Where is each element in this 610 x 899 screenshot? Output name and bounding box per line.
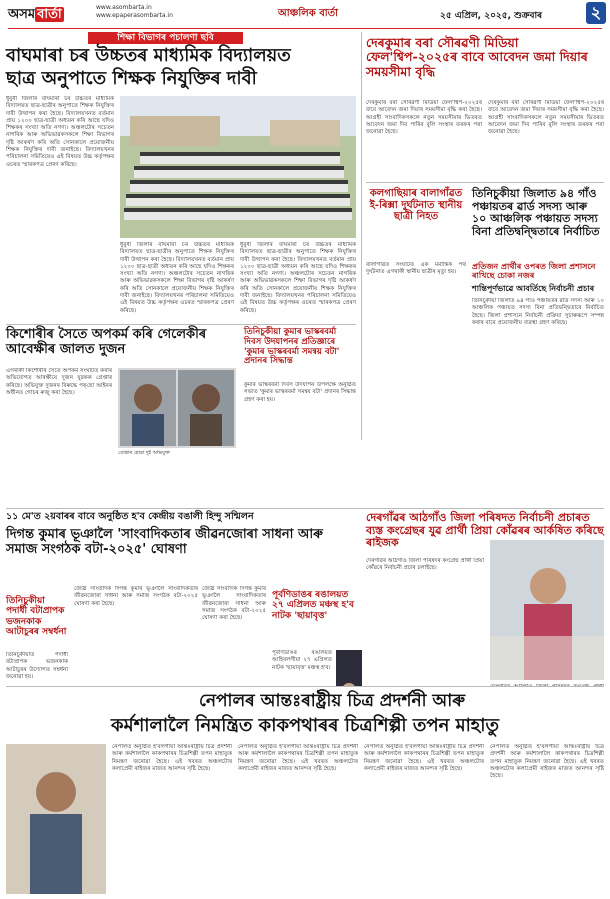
website-urls — [96, 4, 173, 20]
article6-body: তিনিচুকীয়া জিলাত ৯৪ গাঁও পঞ্চায়তৰ ৱাৰ্ড সদস্য আৰু ১০ আঞ্চলিক পঞ্চায়ত সদস্য বিনা প্ৰতিদ্বন্দ্বিতাৰে নিৰ্বাচিত হৈছে। জিলা প্ৰশাসনে নিৰ্বাচনী প্ৰক্ৰিয়া সুচাৰুৰূপে সম্পন্ন কৰাৰ বাবে প্ৰয়োজনীয় ব্যৱস্থা গ্ৰহণ কৰিছে। — [472, 298, 604, 326]
article9-headline: পূৰ্বণিডাঙৰ ৰঙালয়ত ২৭ এপ্ৰিলত মঞ্চস্থ হ'ব নাটক 'ছায়াবৃত্ত' — [272, 590, 355, 621]
page-number: ২ — [586, 2, 606, 24]
article8-body-col2: জ্যেষ্ঠ সাংবাদিক দিগন্ত কুমাৰ ভূঞালৈ সাংবাদিকতাৰ জীৱনজোৰা সাধনা আৰু সমাজ সংগঠক বটা-২০২৫ ঘোষণা কৰা হৈছে। — [202, 586, 266, 622]
article10-photo — [490, 540, 604, 680]
column-divider — [361, 32, 362, 440]
article12-body-col2: নেপালত অনুষ্ঠিত হ'বলগীয়া আন্তঃৰাষ্ট্ৰীয় চিত্ৰ প্ৰদৰ্শনী আৰু কৰ্মশালালৈ কাকপথাৰৰ চিত্ৰশিল্পী তপন মাহাতুক নিমন্ত্ৰণ জনোৱা হৈছে। এই খবৰত অঞ্চলটোৰ কলাপ্ৰেমী ৰাইজৰ মাজত আনন্দৰ সৃষ্টি হৈছে। — [238, 744, 358, 772]
article5-headline: কলগাছিয়াৰ বালাগাঁৱত ই-ৰিক্সা দুৰ্ঘটনাত স্থানীয় ছাত্ৰী নিহত — [369, 188, 463, 222]
article6-headline: তিনিচুকীয়া জিলাত ৯৪ গাঁও পঞ্চায়তৰ ৱাৰ্ড সদস্য আৰু ১০ আঞ্চলিক পঞ্চায়ত সদস্য বিনা প্ৰতিদ্বন্দ্বিতাৰে নিৰ্বাচিত — [472, 187, 600, 238]
article10-headline: দেৰগাঁৱৰ আঠগাঁও জিলা পৰিষদত নিৰ্বাচনী প্ৰচাৰত ব্যস্ত কংগ্ৰেছৰ যুৱ প্ৰাৰ্থী প্ৰিয়া কোঁৱৰৰ আৰ্কষিত কৰিছে ৰাইজক — [366, 511, 604, 550]
article9-body: পূৰ্বণিডাঙৰ ৰঙালয়ত আহিবলগীয়া ২৭ এপ্ৰিলত নাটক 'ছায়াবৃত্ত' মঞ্চস্থ হ'ব। — [272, 650, 332, 671]
article10-body: দেৰগাঁৱৰ আঠগাঁও জিলা পৰিষদৰ কংগ্ৰেছ প্ৰাৰ্থী প্ৰিয়া কোঁৱৰে নিৰ্বাচনী প্ৰচাৰ চলাইছে। — [366, 558, 484, 572]
section-divider — [6, 508, 604, 509]
article1-headline-1: বাঘমাৰা চৰ উচ্চতৰ মাধ্যমিক বিদ্যালয়ত — [6, 45, 291, 66]
article1-kicker: শিক্ষা বিভাগৰ পচালণা ছবি — [88, 32, 243, 44]
section-divider — [6, 324, 356, 325]
article1-headline-2: ছাত্ৰ অনুপাতে শিক্ষক নিযুক্তিৰ দাবী — [6, 68, 257, 89]
article11-body: তিনিচুকীয়াত পদাৰ্ধী বটাপ্ৰাপক ভজনকাক আটাচুৰৰ উদ্যোগত সম্বৰ্ধনা জনোৱা হয়। — [6, 652, 68, 680]
article5-body: বালাগাঁৱত সংঘটিত এক মৰ্মান্তিক পথ দুৰ্ঘটনাত এগৰাকী স্থানীয় ছাত্ৰীৰ মৃত্যু হয়। — [366, 262, 466, 276]
artist-portrait-photo — [6, 744, 106, 894]
masthead — [0, 0, 610, 30]
logo-part-b: বাৰ্তা — [37, 7, 62, 22]
article12-photo — [6, 744, 106, 894]
article3-body: এগৰাকী কিশোৰীৰ সৈতে অপকৰ্ম সংঘটিত কৰাৰ অভিযোগত আৰক্ষীয়ে দুজন যুৱকক গ্ৰেপ্তাৰ কৰিছে। অভিযুক্ত দুজনৰ বিৰুদ্ধে পক্‌ছো আইনৰ অধীনত গোচৰ ৰুজু কৰা হৈছে। — [6, 368, 112, 396]
website-url[interactable]: www.asombarta.in — [96, 4, 152, 11]
article12-headline-2: কৰ্মশালালৈ নিমন্ত্ৰিত কাকপথাৰৰ চিত্ৰশিল্পী তপন মাহাতু — [111, 715, 499, 736]
masthead-rule — [8, 28, 602, 29]
article8-headline: দিগন্ত কুমাৰ ভূঞালৈ 'সাংবাদিকতাৰ জীৱনজোৰা সাধনা আৰু সমাজ সংগঠক বটা-২০২৫' ঘোষণা — [6, 527, 323, 557]
candidate-campaign-photo — [490, 540, 604, 680]
article6-subhead: প্ৰতিজন প্ৰাৰ্থীৰ ওপৰত জিলা প্ৰশাসনে ৰাখিছে চোকা নজৰ — [472, 262, 596, 281]
article1-body-col1: ধুবুৰী জিলাৰ বাঘমাৰা চৰ উচ্চতৰ মাধ্যমিক বিদ্যালয়ত ছাত্ৰ-ছাত্ৰীৰ অনুপাতে শিক্ষক নিযুক্তিৰ দাবী উত্থাপন কৰা হৈছে। বিদ্যালয়খনত বৰ্তমান প্ৰায় ১২০০ ছাত্ৰ-ছাত্ৰী অধ্যয়ন কৰি আছে যদিও শিক্ষকৰ সংখ্যা অতি নগণ্য। অঞ্চলটোৰ সচেতন নাগৰিক আৰু অভিভাৱকসকলে শিক্ষা বিভাগৰ দৃষ্টি আকৰ্ষণ কৰি অতি সোনকালে প্ৰয়োজনীয় শিক্ষক নিযুক্তিৰ দাবী জনাইছে। বিদ্যালয়খনৰ পৰিচালনা সমিতিয়েও এই বিষয়ত উচ্চ কৰ্তৃপক্ষৰ ওচৰত স্মাৰকপত্ৰ প্ৰেৰণ কৰিছে। — [6, 96, 114, 168]
issue-date: ২৫ এপ্ৰিল, ২০২৫, শুক্ৰবাৰ — [440, 11, 543, 21]
section-title: আঞ্চলিক বাৰ্তা — [278, 8, 339, 19]
article1-body-col2: ধুবুৰী জিলাৰ বাঘমাৰা চৰ উচ্চতৰ মাধ্যমিক বিদ্যালয়ত ছাত্ৰ-ছাত্ৰীৰ অনুপাতে শিক্ষক নিযুক্তিৰ দাবী উত্থাপন কৰা হৈছে। বিদ্যালয়খনত বৰ্তমান প্ৰায় ১২০০ ছাত্ৰ-ছাত্ৰী অধ্যয়ন কৰি আছে যদিও শিক্ষকৰ সংখ্যা অতি নগণ্য। অঞ্চলটোৰ সচেতন নাগৰিক আৰু অভিভাৱকসকলে শিক্ষা বিভাগৰ দৃষ্টি আকৰ্ষণ কৰি অতি সোনকালে প্ৰয়োজনীয় শিক্ষক নিযুক্তিৰ দাবী জনাইছে। বিদ্যালয়খনৰ পৰিচালনা সমিতিয়েও এই বিষয়ত উচ্চ কৰ্তৃপক্ষৰ ওচৰত স্মাৰকপত্ৰ প্ৰেৰণ কৰিছে। — [120, 242, 234, 314]
article11-headline: তিনিচুকীয়া পদাৰ্ধী বটাপ্ৰাপক ভজনকাক আটাচুৰৰ সম্বৰ্ধনা — [6, 596, 67, 638]
article12 — [0, 686, 610, 899]
accused-persons-photo — [118, 368, 236, 448]
epaper-url[interactable]: www.epaperasombarta.in — [96, 12, 173, 19]
logo-part-a: অসম — [8, 7, 36, 22]
school-assembly-photo — [120, 96, 356, 238]
article7-headline: ১১ মে'ত ২য়বাৰৰ বাবে অনুষ্ঠিত হ'ব কেন্দ্ৰীয় বঙালী হিন্দু সন্মিলন — [6, 511, 254, 522]
article2-body-col1: দেৰকুমাৰ বৰা সৌৰৱণী মিডিয়া ফেল'শ্বিপ-২০২৫ৰ বাবে আবেদন জমা দিয়াৰ সময়সীমা বৃদ্ধি কৰা হৈছে। আগ্ৰহী সাংবাদিকসকলে নতুন সময়সীমাৰ ভিতৰত আবেদন জমা দিব পাৰিব বুলি সংস্থাৰ তৰফৰ পৰা জনোৱা হৈছে। — [366, 100, 482, 136]
article2-body-col2: দেৰকুমাৰ বৰা সৌৰৱণী মিডিয়া ফেল'শ্বিপ-২০২৫ৰ বাবে আবেদন জমা দিয়াৰ সময়সীমা বৃদ্ধি কৰা হৈছে। আগ্ৰহী সাংবাদিকসকলে নতুন সময়সীমাৰ ভিতৰত আবেদন জমা দিব পাৰিব বুলি সংস্থাৰ তৰফৰ পৰা জনোৱা হৈছে। — [488, 100, 604, 136]
article4-headline: তিনিচুকীয়া কুমাৰ ভাস্কৰবৰ্মা দিবস উদযাপনৰ প্ৰতিজ্ঞাৰে 'কুমাৰ ভাস্কৰবৰ্মা সমন্বয় বটা' প্ৰদানৰ সিদ্ধান্ত — [244, 327, 340, 367]
article6-subhead-2: শান্তিপূৰ্ণভাৱে আবৰ্তিছে নিৰ্বাচনী প্ৰচাৰ — [472, 284, 595, 293]
article12-body-col4: নেপালত অনুষ্ঠিত হ'বলগীয়া আন্তঃৰাষ্ট্ৰীয় চিত্ৰ প্ৰদৰ্শনী আৰু কৰ্মশালালৈ কাকপথাৰৰ চিত্ৰশিল্পী তপন মাহাতুক নিমন্ত্ৰণ জনোৱা হৈছে। এই খবৰত অঞ্চলটোৰ কলাপ্ৰেমী ৰাইজৰ মাজত আনন্দৰ সৃষ্টি হৈছে। — [490, 744, 604, 780]
article12-body-col3: নেপালত অনুষ্ঠিত হ'বলগীয়া আন্তঃৰাষ্ট্ৰীয় চিত্ৰ প্ৰদৰ্শনী আৰু কৰ্মশালালৈ কাকপথাৰৰ চিত্ৰশিল্পী তপন মাহাতুক নিমন্ত্ৰণ জনোৱা হৈছে। এই খবৰত অঞ্চলটোৰ কলাপ্ৰেমী ৰাইজৰ মাজত আনন্দৰ সৃষ্টি হৈছে। — [364, 744, 484, 772]
article8-body-col1: জ্যেষ্ঠ সাংবাদিক দিগন্ত কুমাৰ ভূঞালৈ সাংবাদিকতাৰ জীৱনজোৰা সাধনা আৰু সমাজ সংগঠক বটা-২০২৫ ঘোষণা কৰা হৈছে। — [74, 586, 198, 607]
newspaper-logo — [8, 5, 64, 26]
article4-body: কুমাৰ ভাস্কৰবৰ্মা দিবস উদযাপন উপলক্ষে অনুষ্ঠিত সভাত 'কুমাৰ ভাস্কৰবৰ্মা সমন্বয় বটা' প্ৰদানৰ সিদ্ধান্ত গ্ৰহণ কৰা হয়। — [244, 382, 356, 403]
article12-headline-1: নেপালৰ আন্তঃৰাষ্ট্ৰীয় চিত্ৰ প্ৰদৰ্শনী আৰু — [198, 691, 466, 711]
section-divider — [6, 686, 604, 687]
article1-photo — [120, 96, 356, 238]
section-divider — [366, 182, 604, 183]
article3-caption: গ্ৰেপ্তাৰ হোৱা দুই অভিযুক্ত — [118, 450, 170, 456]
article3-photo — [118, 368, 236, 448]
article12-body-col1: নেপালত অনুষ্ঠিত হ'বলগীয়া আন্তঃৰাষ্ট্ৰীয় চিত্ৰ প্ৰদৰ্শনী আৰু কৰ্মশালালৈ কাকপথাৰৰ চিত্ৰশিল্পী তপন মাহাতুক নিমন্ত্ৰণ জনোৱা হৈছে। এই খবৰত অঞ্চলটোৰ কলাপ্ৰেমী ৰাইজৰ মাজত আনন্দৰ সৃষ্টি হৈছে। — [112, 744, 232, 772]
article2-headline: দেৰকুমাৰ বৰা সৌৰৱণী মিডিয়া ফেল'শ্বিপ-২০২৫ৰ বাবে আবেদন জমা দিয়াৰ সময়সীমা বৃদ্ধি — [366, 35, 588, 79]
article3-headline: কিশোৰীৰ সৈতে অপকৰ্ম কৰি গেলেকীৰ আবেক্ষীৰ জালত দুজন — [6, 327, 207, 357]
article1-body-col3: ধুবুৰী জিলাৰ বাঘমাৰা চৰ উচ্চতৰ মাধ্যমিক বিদ্যালয়ত ছাত্ৰ-ছাত্ৰীৰ অনুপাতে শিক্ষক নিযুক্তিৰ দাবী উত্থাপন কৰা হৈছে। বিদ্যালয়খনত বৰ্তমান প্ৰায় ১২০০ ছাত্ৰ-ছাত্ৰী অধ্যয়ন কৰি আছে যদিও শিক্ষকৰ সংখ্যা অতি নগণ্য। অঞ্চলটোৰ সচেতন নাগৰিক আৰু অভিভাৱকসকলে শিক্ষা বিভাগৰ দৃষ্টি আকৰ্ষণ কৰি অতি সোনকালে প্ৰয়োজনীয় শিক্ষক নিযুক্তিৰ দাবী জনাইছে। বিদ্যালয়খনৰ পৰিচালনা সমিতিয়েও এই বিষয়ত উচ্চ কৰ্তৃপক্ষৰ ওচৰত স্মাৰকপত্ৰ প্ৰেৰণ কৰিছে। — [240, 242, 356, 314]
